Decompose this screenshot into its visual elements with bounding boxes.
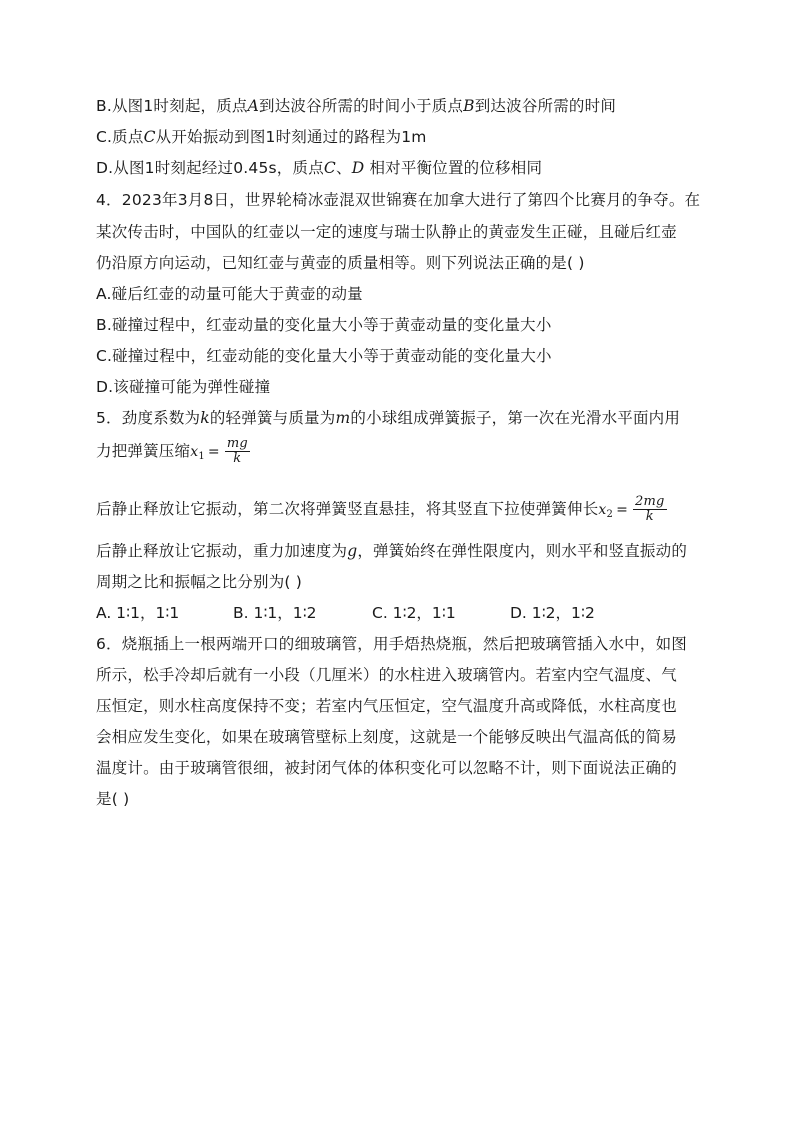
q3-option-d-sep: 、 — [335, 159, 352, 177]
q5-option-a: A. 1∶1，1∶1 — [96, 604, 180, 622]
q6-stem-line-2: 所示，松手冷却后就有一小段（几厘米）的水柱进入玻璃管内。若室内空气温度、气 — [96, 666, 677, 684]
q3-option-c-text: C.质点 — [96, 128, 144, 146]
q3-option-c-text-end: 从开始振动到图1时刻通过的路程为1m — [155, 128, 427, 146]
q5-var-m: m — [335, 409, 351, 427]
q5-text-c: 的小球组成弹簧振子，第一次在光滑水平面内用 — [350, 409, 681, 427]
q4-option-d: D.该碰撞可能为弹性碰撞 — [96, 378, 271, 396]
q5-text-e: 后静止释放让它振动，第二次将弹簧竖直悬挂，将其竖直下拉使弹簧伸长 — [96, 500, 599, 518]
q5-stem-line-5: 周期之比和振幅之比分别为( ) — [96, 573, 303, 591]
q5-x1-fraction — [225, 437, 250, 466]
q5-stem-line-4 — [96, 541, 687, 561]
q3-option-d-text-end: 相对平衡位置的位移相同 — [364, 159, 543, 177]
q5-x2-num: 2mg — [635, 494, 665, 509]
q3-option-b-text: B.从图1时刻起，质点 — [96, 97, 248, 115]
q5-option-c: C. 1∶2，1∶1 — [372, 604, 456, 622]
q4-option-c: C.碰撞过程中，红壶动能的变化量大小等于黄壶动能的变化量大小 — [96, 347, 552, 365]
q5-text-g: ，弹簧始终在弹性限度内，则水平和竖直振动的 — [357, 542, 688, 560]
q5-x1-num: mg — [226, 436, 248, 451]
q3-option-c — [96, 127, 427, 147]
q6-stem-line-5: 温度计。由于玻璃管很细，被封闭气体的体积变化可以忽略不计，则下面说法正确的 — [96, 759, 677, 777]
q4-option-b: B.碰撞过程中，红壶动量的变化量大小等于黄壶动量的变化量大小 — [96, 316, 552, 334]
q6-stem-line-1: 6．烧瓶插上一根两端开口的细玻璃管，用手焐热烧瓶，然后把玻璃管插入水中，如图 — [96, 635, 687, 653]
q5-x2-den: k — [645, 509, 654, 524]
q3-option-b-var-b: B — [463, 97, 475, 115]
q5-x1-var: x — [190, 444, 199, 460]
q5-text-b: 的轻弹簧与质量为 — [209, 409, 336, 427]
q5-text-a: 5．劲度系数为 — [96, 409, 201, 427]
q5-x2-fraction — [633, 495, 667, 524]
q5-stem-line-2 — [96, 436, 250, 472]
q6-stem-line-4: 会相应发生变化，如果在玻璃管壁标上刻度，这就是一个能够反映出气温高低的简易 — [96, 728, 677, 746]
q5-option-b: B. 1∶1，1∶2 — [233, 604, 317, 622]
q5-text-f: 后静止释放让它振动，重力加速度为 — [96, 542, 348, 560]
q5-x2-formula — [598, 502, 613, 518]
q3-option-d — [96, 158, 542, 178]
q4-stem-line-1: 4．2023年3月8日，世界轮椅冰壶混双世锦赛在加拿大进行了第四个比赛月的争夺。在 — [96, 191, 701, 209]
q5-stem-line-1 — [96, 408, 680, 428]
q4-option-a: A.碰后红壶的动量可能大于黄壶的动量 — [96, 285, 363, 303]
q3-option-b-text-mid: 到达波谷所需的时间小于质点 — [259, 97, 464, 115]
q3-option-d-text: D.从图1时刻起经过0.45s，质点 — [96, 159, 324, 177]
q3-option-c-var-c: C — [143, 128, 156, 146]
q3-option-d-var-d: D — [351, 159, 365, 177]
q4-stem-line-2: 某次传击时，中国队的红壶以一定的速度与瑞士队静止的黄壶发生正碰，且碰后红壶 — [96, 223, 677, 241]
q5-x1-eq: = — [207, 444, 220, 460]
q5-x1-den: k — [233, 451, 242, 466]
q3-option-b-var-a: A — [247, 97, 260, 115]
q4-stem-line-3: 仍沿原方向运动，已知红壶与黄壶的质量相等。则下列说法正确的是( ) — [96, 254, 585, 272]
q5-x1-formula — [190, 444, 205, 460]
q3-option-d-var-c: C — [323, 159, 336, 177]
q3-option-b — [96, 96, 616, 116]
q3-option-b-text-end: 到达波谷所需的时间 — [474, 97, 617, 115]
q5-x2-sub: 2 — [606, 509, 614, 520]
q6-stem-line-3: 压恒定，则水柱高度保持不变；若室内气压恒定，空气温度升高或降低，水柱高度也 — [96, 697, 677, 715]
q5-x1-sub: 1 — [198, 451, 205, 462]
q5-var-k: k — [200, 409, 210, 427]
q6-stem-line-6: 是( ) — [96, 790, 130, 808]
q5-stem-line-3 — [96, 494, 667, 530]
q5-var-g: g — [347, 542, 358, 560]
q5-x2-eq: = — [616, 502, 629, 518]
q5-text-d: 力把弹簧压缩 — [96, 442, 191, 460]
q5-x2-var: x — [598, 502, 607, 518]
q5-option-d: D. 1∶2，1∶2 — [510, 604, 595, 622]
